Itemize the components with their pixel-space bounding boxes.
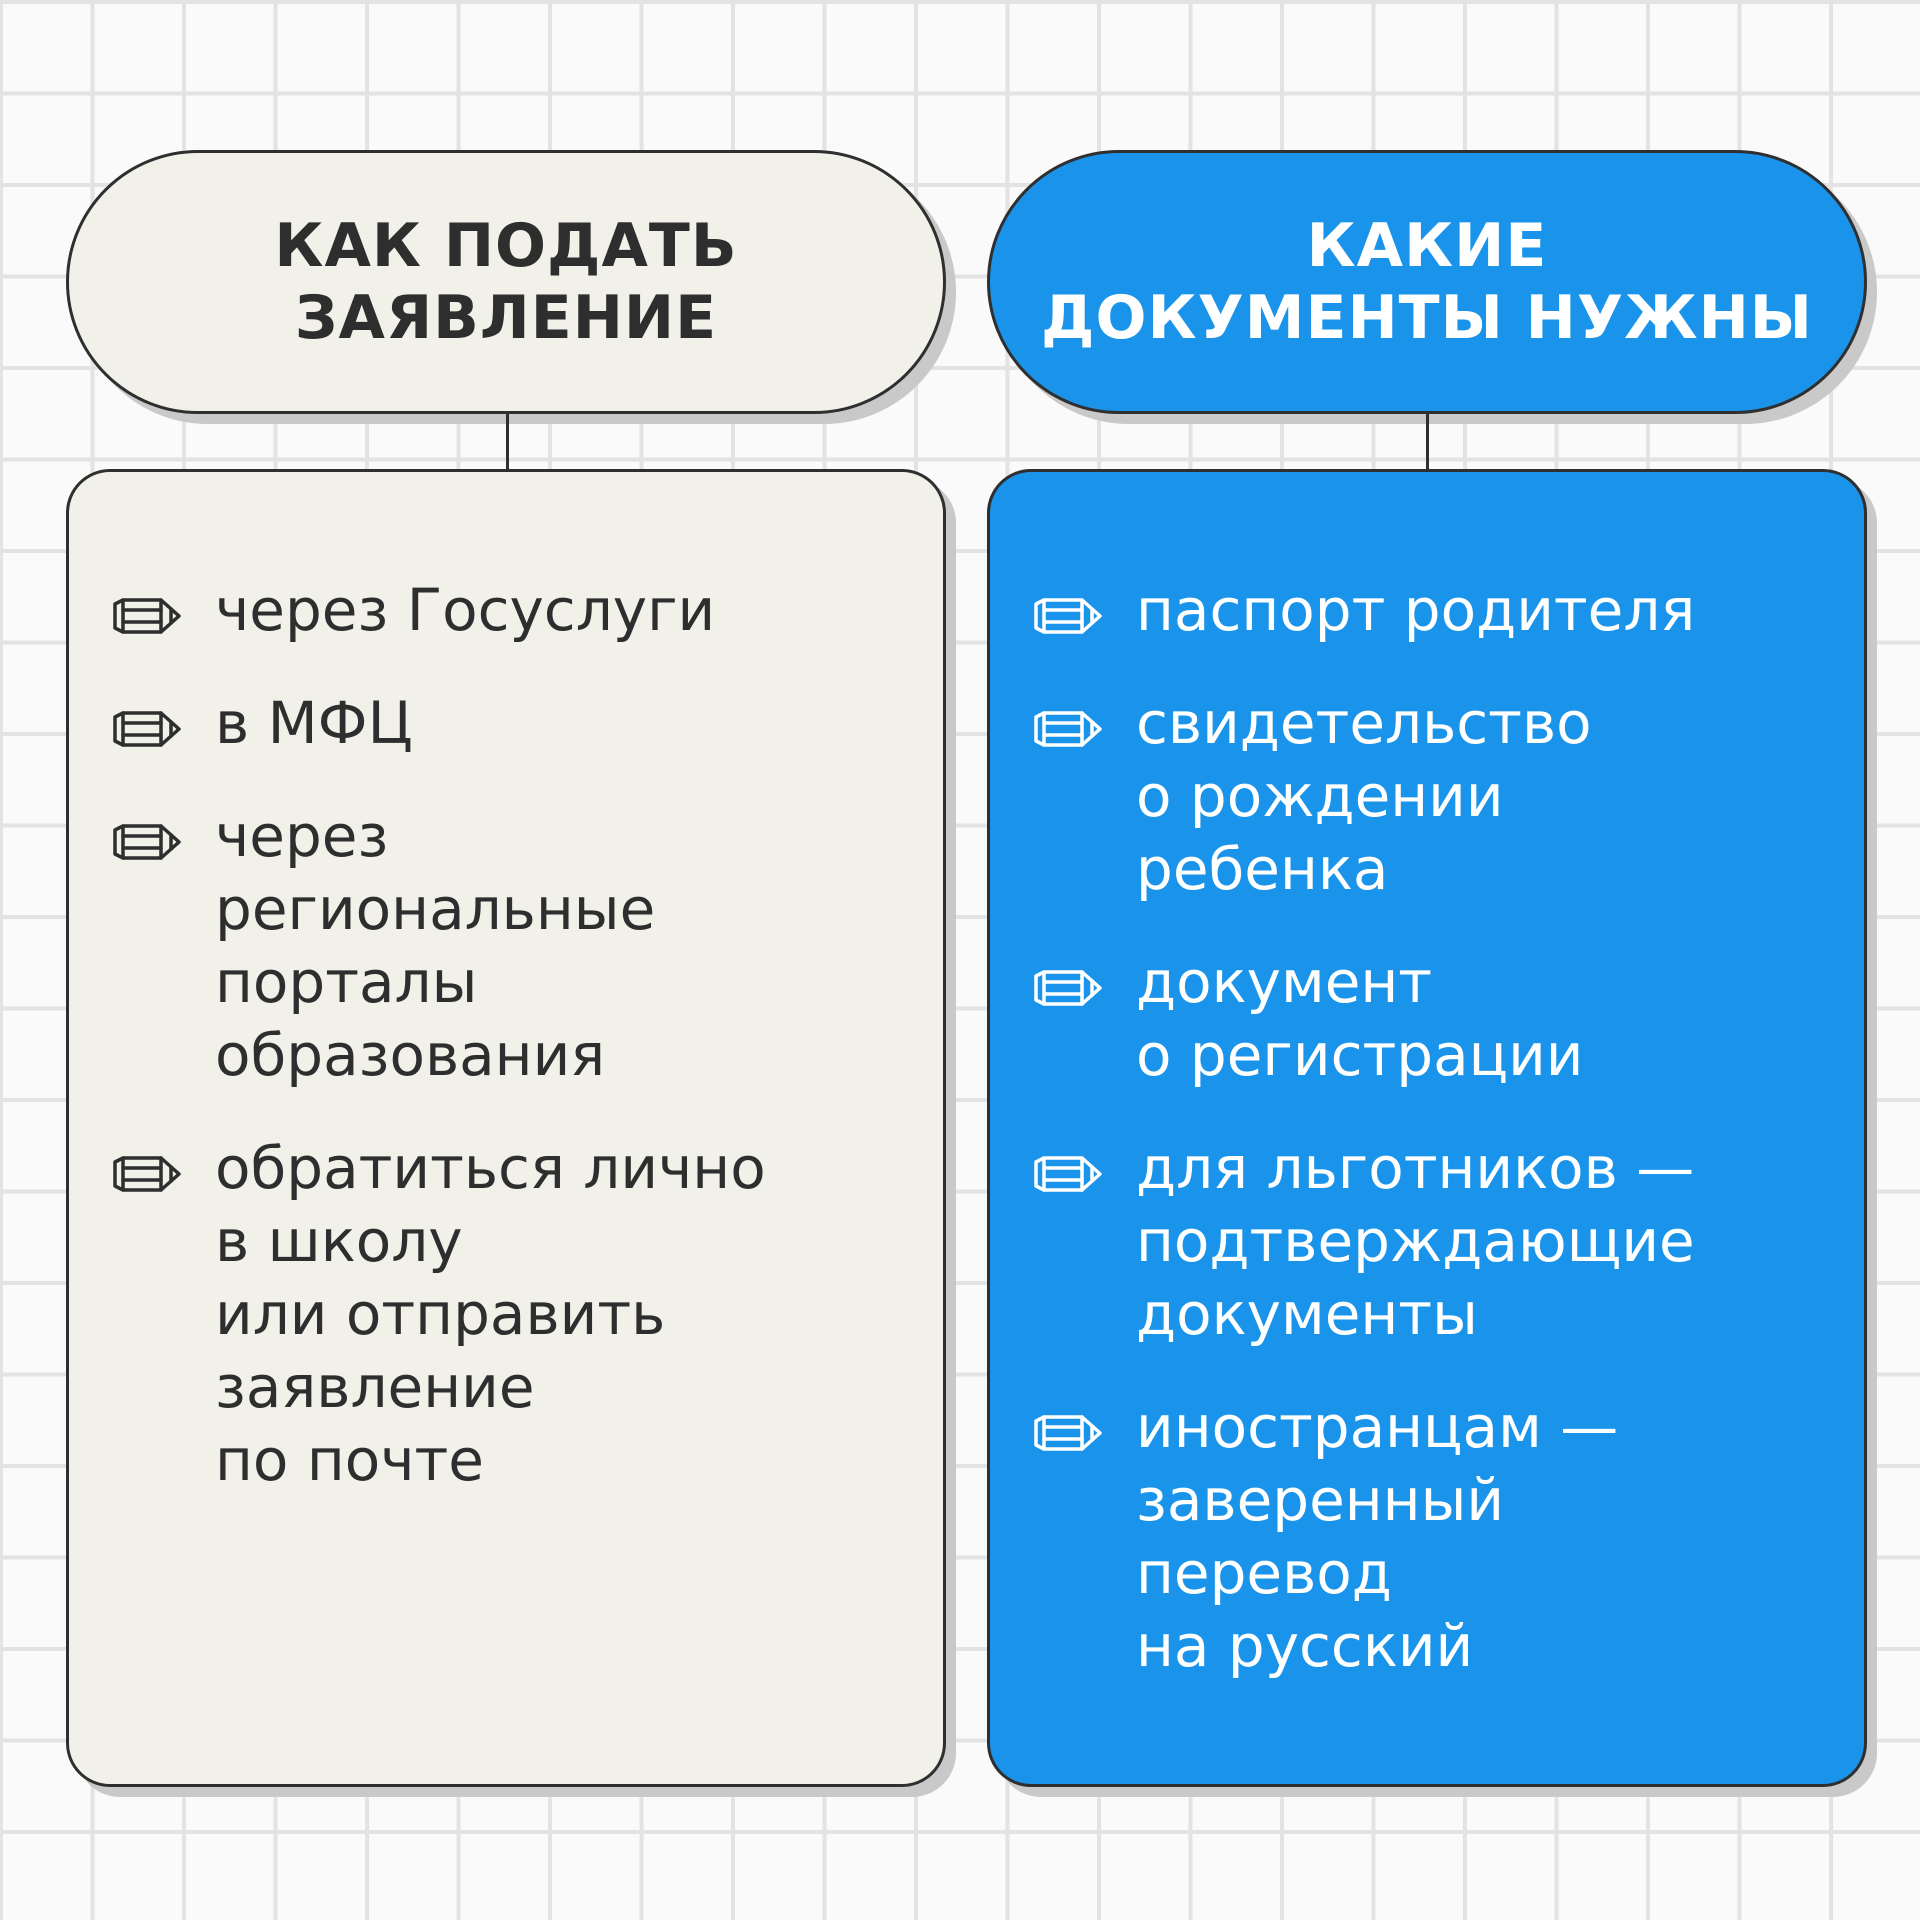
pencil-icon (109, 822, 183, 862)
how-to-apply-card (66, 469, 946, 1787)
list-item (109, 574, 913, 647)
list-item (109, 800, 913, 1092)
list-item (109, 687, 913, 760)
list-item-text: свидетельство о рождении ребенка (1136, 689, 1592, 903)
pencil-icon (1030, 709, 1104, 749)
list-item (1030, 687, 1834, 906)
pencil-icon (109, 596, 183, 636)
list-item (1030, 574, 1834, 647)
list-item (1030, 1391, 1834, 1683)
list-item (1030, 1132, 1834, 1351)
list-item-text: обратиться лично в школу или отправить заявление по почте (215, 1134, 766, 1494)
list-item (1030, 946, 1834, 1092)
list-item-text: в МФЦ (215, 689, 413, 757)
list-item-text: через Госуслуги (215, 576, 716, 644)
required-documents-list (1030, 574, 1834, 1723)
list-item-text: иностранцам — заверенный перевод на русский (1136, 1393, 1619, 1680)
pencil-icon (1030, 596, 1104, 636)
required-documents-card (987, 469, 1867, 1787)
pencil-icon (1030, 1154, 1104, 1194)
how-to-apply-list (109, 574, 913, 1537)
how-to-apply-title: КАК ПОДАТЬ ЗАЯВЛЕНИЕ (274, 211, 738, 353)
pencil-icon (1030, 1413, 1104, 1453)
list-item-text: через региональные порталы образования (215, 802, 656, 1089)
pencil-icon (109, 709, 183, 749)
list-item-text: документ о регистрации (1136, 948, 1584, 1089)
list-item-text: паспорт родителя (1136, 576, 1696, 644)
pencil-icon (109, 1154, 183, 1194)
left-connector-line (506, 414, 509, 470)
right-connector-line (1426, 414, 1429, 470)
list-item (109, 1132, 913, 1497)
how-to-apply-header (66, 150, 946, 414)
list-item-text: для льготников — подтверждающие документы (1136, 1134, 1695, 1348)
required-documents-title: КАКИЕ ДОКУМЕНТЫ НУЖНЫ (1041, 211, 1813, 353)
pencil-icon (1030, 968, 1104, 1008)
required-documents-header (987, 150, 1867, 414)
